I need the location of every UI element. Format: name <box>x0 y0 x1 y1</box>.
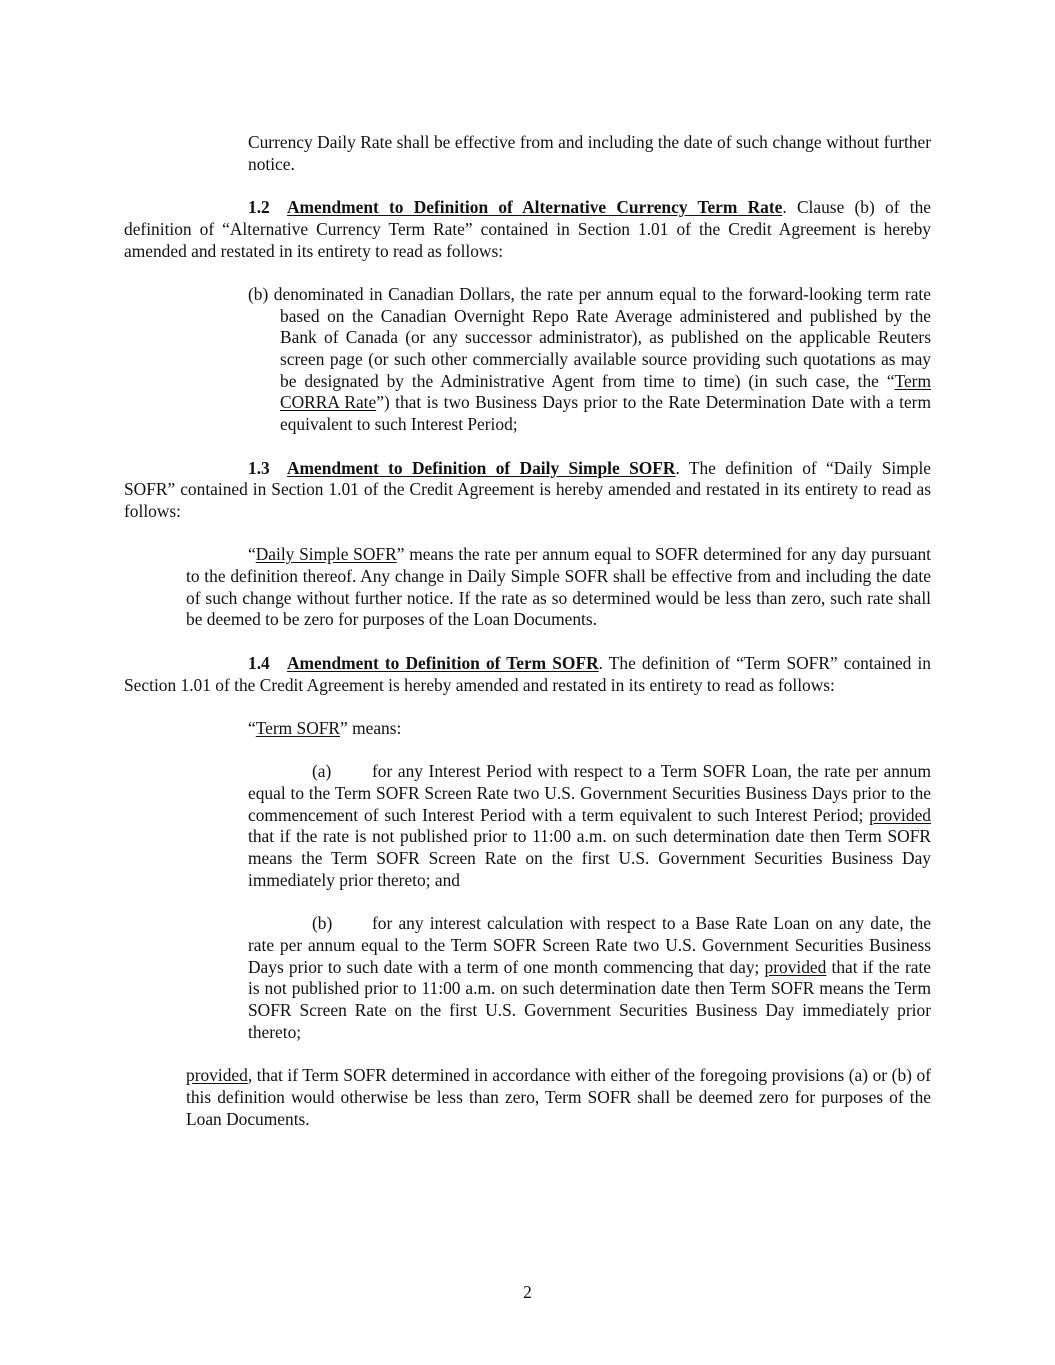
proviso-body: , that if Term SOFR determined in accordance with either of the foregoing provisions (a) or (b) of this definition would otherwise be less than zero, Term SOFR shall be deemed zero for purposes of the Loan Documents. <box>186 1065 931 1129</box>
page-number: 2 <box>523 1282 532 1302</box>
paragraph-continuation: Currency Daily Rate shall be effective from and including the date of such change without further notice. <box>248 132 931 174</box>
section-number: 1.2 <box>248 197 270 218</box>
defined-term: Term SOFR <box>255 717 341 738</box>
document-body <box>124 132 931 1152</box>
term-sofr-clause-b <box>248 913 931 1043</box>
clause-text: that if the rate is not published prior to 11:00 a.m. on such determination date then Term SOFR means the Term SOFR Screen Rate on the first U.S. Government Securities Business Day immediately prior thereto; <box>248 956 931 1042</box>
provided-term: provided <box>869 804 931 825</box>
section-number: 1.4 <box>248 652 270 673</box>
clause-label: (a) <box>312 761 332 782</box>
section-1-4 <box>124 653 931 696</box>
term-sofr-clause-a <box>248 761 931 891</box>
section-number: 1.3 <box>248 457 270 478</box>
clause-text: that if the rate is not published prior to 11:00 a.m. on such determination date then Term SOFR means the Term SOFR Screen Rate on the first U.S. Government Securities Business Day immediately prior thereto; and <box>248 826 931 890</box>
clause-text: ”) that is two Business Days prior to the Rate Determination Date with a term equivalent to such Interest Period; <box>280 392 931 435</box>
provided-term: provided <box>186 1065 248 1086</box>
daily-simple-sofr-definition <box>186 544 931 631</box>
definition-body: ” means the rate per annum equal to SOFR determined for any day pursuant to the definition thereof. Any change in Daily Simple SOFR shall be effective from and including the date of such change without further notice. If the rate as so determined would be less than zero, such rate shall be deemed to be zero for purposes of the Loan Documents. <box>186 544 931 630</box>
clause-label: (b) <box>248 283 269 304</box>
provided-term: provided <box>764 956 827 977</box>
clause-text: for any interest calculation with respect to a Base Rate Loan on any date, the rate per annum equal to the Term SOFR Screen Rate two U.S. Government Securities Business Days prior to such date with a term of one month commencing that day; <box>248 913 931 977</box>
clause-text: denominated in Canadian Dollars, the rate per annum equal to the forward-looking term rate based on the Canadian Overnight Repo Rate Average administered and published by the Bank of Canada (or any successor administrator), as published on the applicable Reuters screen page (or such other commercially available source providing such quotations as may be designated by the Administrative Agent from time to time) (in such case, the “ <box>268 283 931 391</box>
definition-body: ” means: <box>340 717 402 738</box>
section-1-2 <box>124 197 931 262</box>
term-sofr-heading <box>248 718 931 740</box>
defined-term: Term CORRA Rate <box>280 370 931 413</box>
final-proviso <box>186 1065 931 1130</box>
section-title: Amendment to Definition of Alternative Currency Term Rate <box>287 197 783 218</box>
quote-mark: “ <box>248 717 256 738</box>
clause-b-corra <box>248 284 931 436</box>
clause-label: (b) <box>312 913 333 934</box>
section-title: Amendment to Definition of Daily Simple SOFR <box>287 457 676 478</box>
section-body: . Clause (b) of the definition of “Alternative Currency Term Rate” contained in Section 1.01 of the Credit Agreement is hereby amended and restated in its entirety to read as follows: <box>124 197 931 261</box>
section-body: . The definition of “Daily Simple SOFR” contained in Section 1.01 of the Credit Agreement is hereby amended and restated in its entirety to read as follows: <box>124 457 932 521</box>
section-1-3 <box>124 458 931 523</box>
section-body: . The definition of “Term SOFR” contained in Section 1.01 of the Credit Agreement is hereby amended and restated in its entirety to read as follows: <box>124 652 931 695</box>
section-title: Amendment to Definition of Term SOFR <box>287 652 599 673</box>
quote-mark: “ <box>248 544 256 565</box>
defined-term: Daily Simple SOFR <box>255 544 397 565</box>
clause-text: for any Interest Period with respect to a Term SOFR Loan, the rate per annum equal to the Term SOFR Screen Rate two U.S. Government Securities Business Days prior to the commencement of such Interest Period with a term equivalent to such Interest Period; <box>248 761 931 825</box>
